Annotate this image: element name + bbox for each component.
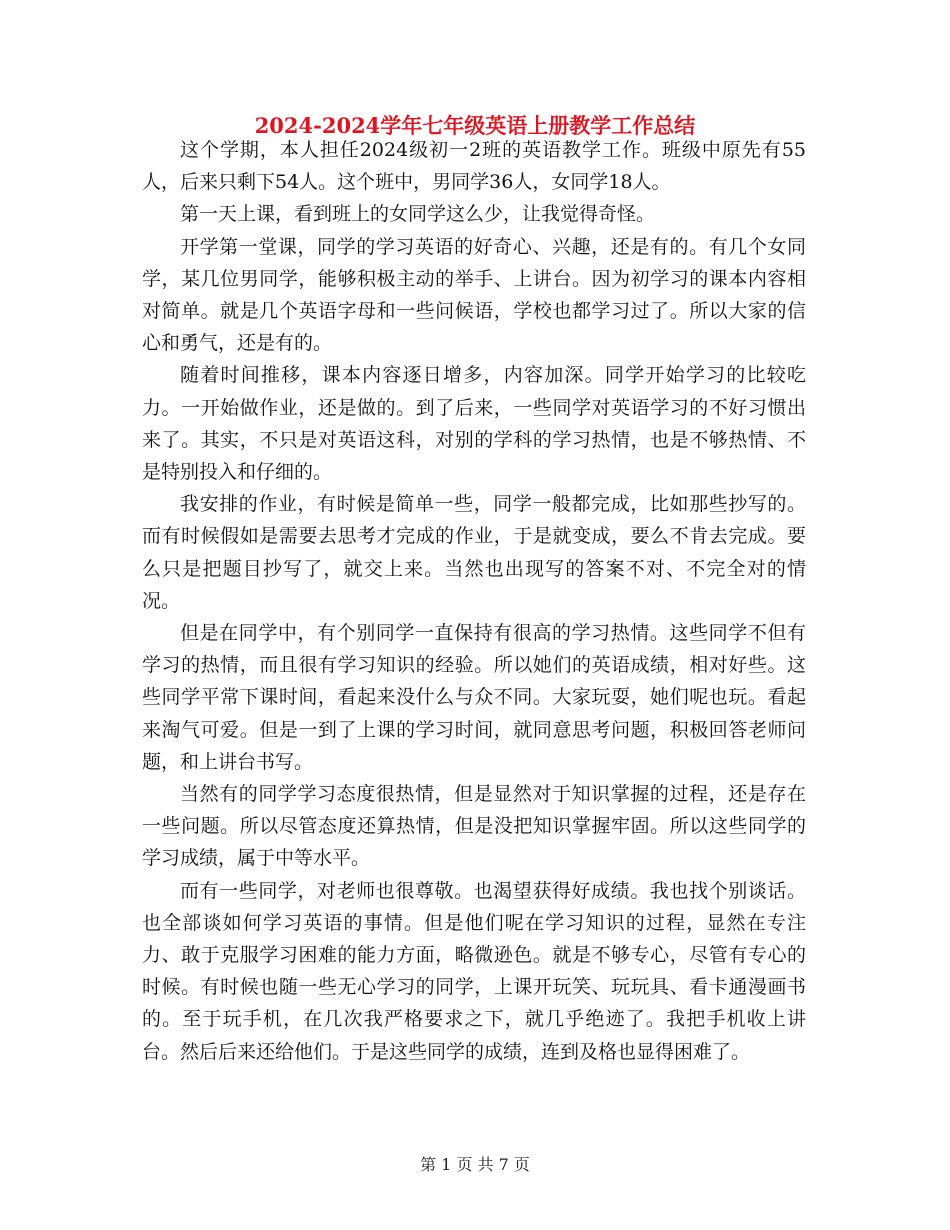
paragraph-4: 随着时间推移，课本内容逐日增多，内容加深。同学开始学习的比较吃力。一开始做作业，还是做的。到了后来，一些同学对英语学习的不好习惯出来了。其实，不只是对英语这科，对别的学科的学习热情，也是不够热情、不是特别投入和仔细的。 [142,364,806,484]
document-body [142,134,806,1068]
document-title: 2024-2024学年七年级英语上册教学工作总结 [254,113,696,138]
paragraph-3: 开学第一堂课，同学的学习英语的好奇心、兴趣，还是有的。有几个女同学，某几位男同学，能够积极主动的举手、上讲台。因为初学习的课本内容相对简单。就是几个英语字母和一些问候语，学校也都学习过了。所以大家的信心和勇气，还是有的。 [142,235,806,355]
paragraph-2: 第一天上课，看到班上的女同学这么少，让我觉得奇怪。 [180,203,656,226]
page-footer [0,1153,950,1177]
page-number: 第 1 页 共 7 页 [420,1155,530,1174]
paragraph-7: 当然有的同学学习态度很热情，但是显然对于知识掌握的过程，还是存在一些问题。所以尽管态度还算热情，但是没把知识掌握牢固。所以这些同学的学习成绩，属于中等水平。 [142,783,806,870]
paragraph-6: 但是在同学中，有个别同学一直保持有很高的学习热情。这些同学不但有学习的热情，而且很有学习知识的经验。所以她们的英语成绩，相对好些。这些同学平常下课时间，看起来没什么与众不同。大家玩耍，她们呢也玩。看起来淘气可爱。但是一到了上课的学习时间，就同意思考问题，积极回答老师问题，和上讲台书写。 [142,622,806,773]
paragraph-5: 我安排的作业，有时候是简单一些，同学一般都完成，比如那些抄写的。而有时候假如是需要去思考才完成的作业，于是就变成，要么不肯去完成。要么只是把题目抄写了，就交上来。当然也出现写的答案不对、不完全对的情况。 [142,493,806,612]
paragraph-8: 而有一些同学，对老师也很尊敬。也渴望获得好成绩。我也找个别谈话。也全部谈如何学习英语的事情。但是他们呢在学习知识的过程，显然在专注力、敢于克服学习困难的能力方面，略微逊色。就是不够专心，尽管有专心的时候。有时候也随一些无心学习的同学，上课开玩笑、玩玩具、看卡通漫画书的。至于玩手机，在几次我严格要求之下，就几乎绝迹了。我把手机收上讲台。然后后来还给他们。于是这些同学的成绩，连到及格也显得困难了。 [142,879,806,1063]
paragraph-1: 这个学期，本人担任2024级初一2班的英语教学工作。班级中原先有55人，后来只剩下54人。这个班中，男同学36人，女同学18人。 [142,139,806,194]
